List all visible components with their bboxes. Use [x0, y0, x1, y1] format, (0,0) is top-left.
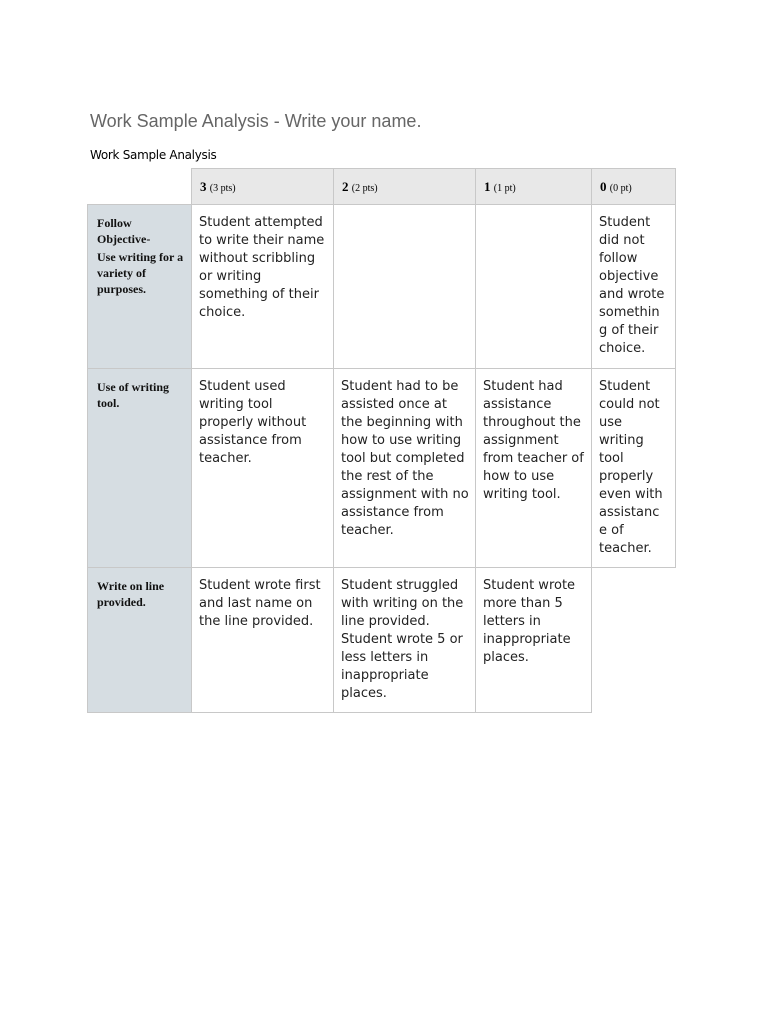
rubric-cell: Student attempted to write their name without scribbling or writing something of their choice. — [192, 205, 334, 369]
rubric-table — [87, 168, 676, 713]
rubric-cell: Student did not follow objective and wrote somethin g of their choice. — [592, 205, 676, 369]
section-title: Work Sample Analysis — [90, 148, 217, 162]
rubric-cell: Student had to be assisted once at the beginning with how to use writing tool but completed the rest of the assignment with no assistance from teacher. — [334, 369, 476, 568]
rubric-cell: Student could not use writing tool properly even with assistanc e of teacher. — [592, 369, 676, 568]
rubric-cell — [592, 568, 676, 713]
column-score: 0 — [600, 179, 607, 194]
row-label-text: Follow Objective- — [97, 216, 151, 246]
rubric-cell: Student used writing tool properly without assistance from teacher. — [192, 369, 334, 568]
column-score: 1 — [484, 179, 491, 194]
row-label-text: Use of writing tool. — [97, 380, 169, 410]
column-header-3 — [192, 169, 334, 205]
rubric-cell: Student wrote more than 5 letters in inappropriate places. — [476, 568, 592, 713]
column-points: (3 pts) — [209, 183, 236, 194]
table-row — [88, 568, 676, 713]
rubric-cell — [334, 205, 476, 369]
header-row — [88, 169, 676, 205]
rubric-cell: Student wrote first and last name on the line provided. — [192, 568, 334, 713]
column-score: 3 — [200, 179, 207, 194]
column-score: 2 — [342, 179, 349, 194]
page-title: Work Sample Analysis - Write your name. — [90, 111, 422, 131]
column-points: (0 pt) — [609, 183, 632, 194]
column-points: (1 pt) — [493, 183, 516, 194]
column-points: (2 pts) — [351, 183, 378, 194]
row-label-writing-tool — [88, 369, 192, 568]
rubric-cell: Student had assistance throughout the assignment from teacher of how to use writing tool. — [476, 369, 592, 568]
rubric-cell — [476, 205, 592, 369]
table-row — [88, 205, 676, 369]
column-header-1 — [476, 169, 592, 205]
row-label-write-on-line — [88, 568, 192, 713]
rubric-cell: Student struggled with writing on the line provided. Student wrote 5 or less letters in inappropriate places. — [334, 568, 476, 713]
corner-cell — [88, 169, 192, 205]
column-header-0 — [592, 169, 676, 205]
column-header-2 — [334, 169, 476, 205]
row-label-subtext: Use writing for a variety of purposes. — [97, 250, 184, 296]
table-row — [88, 369, 676, 568]
row-label-follow-objective — [88, 205, 192, 369]
row-label-text: Write on line provided. — [97, 579, 165, 609]
